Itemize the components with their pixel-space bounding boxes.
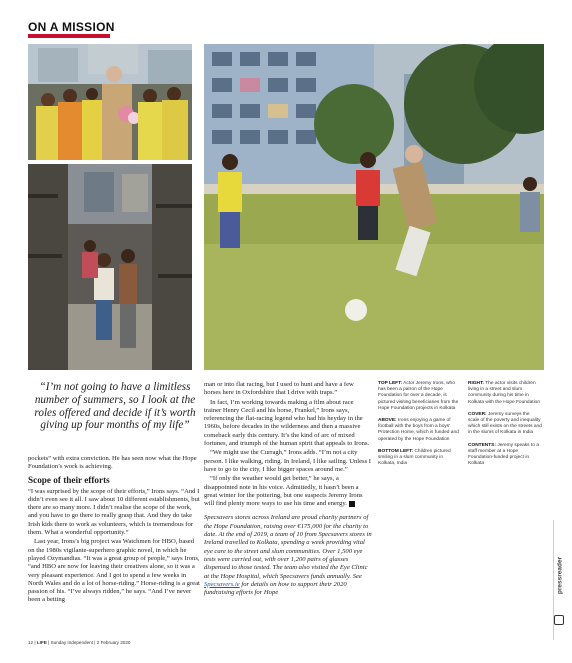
caption-cover — [468, 412, 542, 437]
caption-label: CONTENTS: — [468, 442, 496, 448]
caption-label: RIGHT: — [468, 381, 484, 386]
caption-text: Actor Jeremy Irons, who has been a patron of the Hope Foundation for over a decade, is pictured visiting beneficiaries from the Hope Foundation projects in Kolkata — [378, 381, 459, 411]
caption-contents — [468, 443, 542, 468]
photo-group-children — [28, 44, 192, 160]
caption-label: BOTTOM LEFT: — [378, 448, 414, 454]
caption-label: ABOVE: — [378, 418, 397, 424]
article-paragraph: Last year, Irons’s big project was Watchmen for HBO, based on the 1980s vigilante-superhero graphic novel, in which he played Ozymandias. “It was a great group of people,” says Irons, “and HBO are now for leaving their creatives alone, so it was a very pleasant experience. And I got to spend a few weeks in North Wales and do a lot of horse-riding.” Horse-riding is a great passion of his. “I’ve always ridden,” he says. “And I’ve never been a betting — [28, 538, 200, 604]
article-paragraph-text: “If only the weather would get better,” he says, a disappointed note in his voice. Admittedly, it hasn’t been a great winter for the pottering, but one suspects Jeremy Irons will find plenty more ways to use his time and energy. — [204, 475, 363, 508]
caption-text: Jeremy speaks to a staff member at a Hope Foundation-funded project in Kolkata — [468, 442, 539, 467]
article-paragraph: man or into flat racing, but I used to hunt and have a few horses here in Oxfordshire that I drive with traps.” — [204, 381, 354, 397]
specsavers-link[interactable]: Specsavers.ie — [204, 580, 240, 588]
sponsor-note-end: for details on how to support their 2020 fundraising efforts for Hope — [204, 580, 347, 597]
footer-publication: Sunday Independent — [50, 640, 93, 645]
caption-text: Jeremy surveys the scale of the poverty and inequality which still exists on the streets and in the slums of Kolkata in India — [468, 411, 542, 436]
caption-top-left — [378, 381, 460, 412]
article-column-2 — [204, 381, 372, 598]
article-paragraph: “I was surprised by the scope of their efforts,” Irons says. “And I didn’t even see it all. I saw about 10 different establishments, but there are so many more. I didn’t realise the scope of the work, and you have to go there to really grasp that. And they do take Irish kids there to work as volunteers, which is tremendous for them. What a wonderful opportunity.” — [28, 487, 200, 537]
page-number: 12 — [28, 640, 34, 645]
footer-date: 2 February 2020 — [96, 640, 131, 645]
article-paragraph: “We might use the Curragh,” Irons adds. “I’m not a city person. I like walking, riding. In Ireland, I like sailing. Unless I have to go to the city, I like bigger spaces around me.” — [204, 449, 372, 473]
page-footer: 12 | LIFE | Sunday Independent | 2 February 2020 — [28, 640, 131, 645]
article-paragraph: In fact, I’m working towards making a film about race trainer Henry Cecil and his horse, Frankel,” Irons says, referencing the flat-racing legend who had his heyday in the 1960s, before decades in the wilderness and then a massive comeback early this century. It’s the kind of arc of mixed fortunes, and triumph of the human spirit that appeals to Irons. — [204, 398, 370, 448]
pressreader-label: pressreader — [556, 556, 564, 595]
end-of-article-icon — [349, 501, 355, 507]
section-accent-bar — [28, 34, 110, 38]
caption-above — [378, 418, 460, 443]
caption-right — [468, 381, 542, 406]
pull-quote: “I’m not going to have a limitless number of summers, so I look at the roles offered and decide if it’s worth giving up four months of my life” — [34, 381, 196, 432]
captions-left — [378, 381, 460, 473]
sponsor-note — [204, 514, 372, 597]
article-column-1 — [28, 455, 200, 606]
pressreader-logo-icon — [554, 615, 564, 625]
photo-slum-children — [28, 164, 192, 370]
caption-text: The actor visits children living in a street and slum community during his time in Kolkata with the Hope Foundation — [468, 381, 541, 405]
photo-football-game — [204, 44, 544, 370]
captions-right — [468, 381, 542, 473]
caption-label: TOP LEFT: — [378, 381, 403, 386]
caption-bottom-left — [378, 449, 460, 468]
caption-text: Irons enjoying a game of football with the boys from a boys' Protection Home, which is funded and operated by the Hope Foundation — [378, 418, 459, 442]
section-title: ON A MISSION — [28, 20, 115, 34]
article-paragraph: pockets” with extra conviction. He has seen now what the Hope Foundation’s work is achieving. — [28, 455, 197, 471]
footer-section: LIFE — [36, 640, 47, 645]
article-paragraph — [204, 475, 372, 508]
caption-text: Children pictured smiling in a slum community in Kolkata, India — [378, 448, 451, 467]
sponsor-note-text: Specsavers stores across Ireland are proud charity partners of the Hope Foundation, raising over €175,000 for the charity to date. At the end of 2019, a team of 10 from Specsavers stores in Ireland travelled to Kolkata, spending a week providing vital eye care to the street and slum communities. Over 1,500 eye tests were carried out, with over 1,200 pairs of glasses dispensed to those tested. The team also visited the Eye Clinic at the Hope Hospital, which Specsavers funds annually. See — [204, 514, 372, 580]
subheading: Scope of their efforts — [28, 474, 110, 485]
caption-label: COVER: — [468, 411, 487, 417]
